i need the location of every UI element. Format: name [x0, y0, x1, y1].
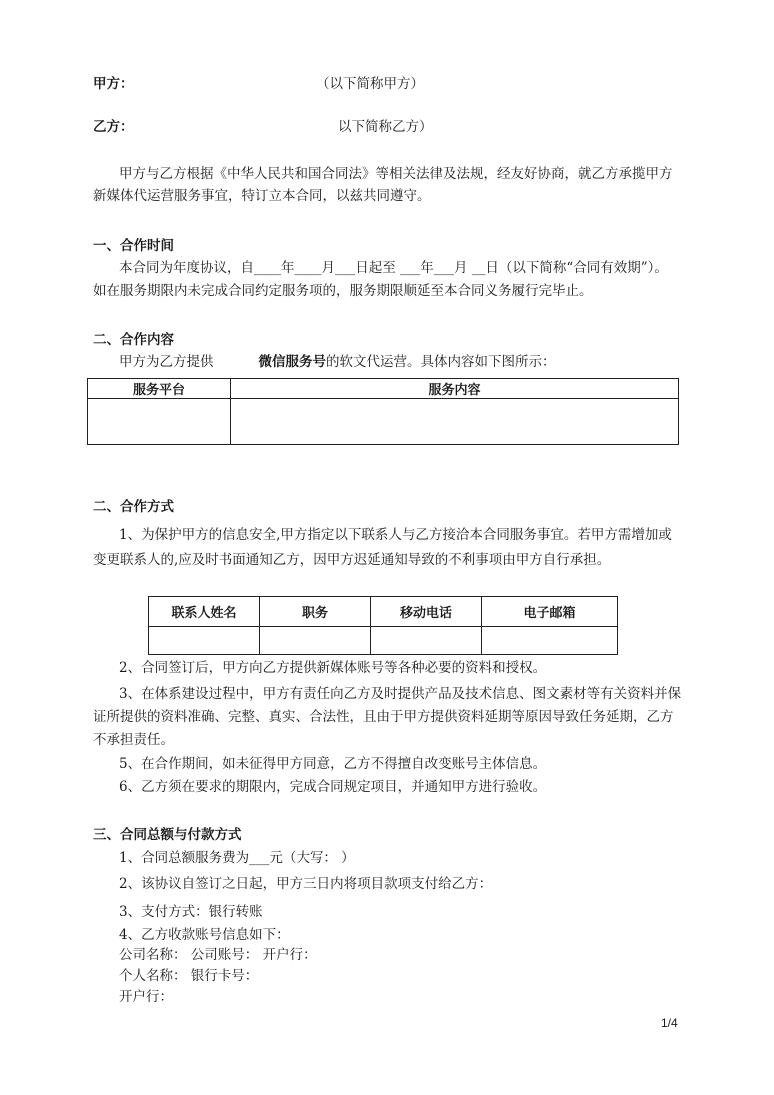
section1-line-1: 本合同为年度协议，自____年____月___日起至 ___年___月 __日（以下简称“合同有效期”）。 [119, 260, 668, 276]
intro-line-2: 新媒体代运营服务事宜，特订立本合同，以兹共同遵守。 [93, 188, 431, 204]
party-a-label: 甲方： [93, 76, 134, 92]
section3-p1-line-2: 变更联系人的,应及时书面通知乙方，因甲方迟延通知导致的不利事项由甲方自行承担。 [93, 552, 611, 568]
section2-line-prefix: 甲方为乙方提供 [119, 354, 214, 370]
party-b-label: 乙方： [93, 119, 134, 135]
intro-line-1: 甲方与乙方根据《中华人民共和国合同法》等相关法律及法规，经友好协商，就乙方承揽甲方 [119, 166, 673, 182]
contact-table-cell [482, 627, 618, 655]
service-table-cell [88, 399, 231, 445]
contact-table-header-position: 职务 [260, 597, 371, 627]
section3-p2: 2、合同签订后，甲方向乙方提供新媒体账号等各种必要的资料和授权。 [119, 660, 547, 676]
section-title-cooperation-method: 二、合作方式 [93, 499, 174, 515]
section4-p4: 4、乙方收款账号信息如下： [119, 927, 290, 943]
section4-p2: 2、该协议自签订之日起，甲方三日内将项目款项支付给乙方： [119, 876, 493, 892]
section4-p5: 公司名称： 公司账号： 开户行： [119, 947, 317, 963]
party-b-note: 以下简称乙方） [338, 119, 433, 135]
section4-p7: 开户行： [119, 989, 173, 1005]
contact-table-header-name: 联系人姓名 [149, 597, 260, 627]
section-title-cooperation-time: 一、合作时间 [93, 238, 174, 254]
party-a-note: （以下简称甲方） [316, 76, 424, 92]
service-table [87, 378, 679, 445]
contact-table-cell [149, 627, 260, 655]
service-table-header-platform: 服务平台 [88, 379, 231, 399]
section4-p6: 个人名称： 银行卡号： [119, 968, 259, 984]
section-title-payment: 三、合同总额与付款方式 [93, 827, 242, 843]
contact-table-header-email: 电子邮箱 [482, 597, 618, 627]
contact-table-cell [371, 627, 482, 655]
section2-line-suffix: 的软文代运营。具体内容如下图所示： [326, 354, 556, 370]
section3-p3-line-1: 3、在体系建设过程中，甲方有责任向乙方及时提供产品及技术信息、图文素材等有关资料并保 [119, 686, 682, 702]
section-title-cooperation-content: 二、合作内容 [93, 332, 174, 348]
section3-p1-line-1: 1、为保护甲方的信息安全,甲方指定以下联系人与乙方接洽本合同服务事宜。若甲方需增加或 [119, 527, 672, 543]
contact-table-cell [260, 627, 371, 655]
service-table-cell [231, 399, 679, 445]
section3-p3-line-2: 证所提供的资料准确、完整、真实、合法性，且由于甲方提供资料延期等原因导致任务延期，乙方 [93, 709, 674, 725]
section2-line [119, 352, 556, 372]
section2-line-bold: 微信服务号 [258, 354, 326, 370]
contact-table [148, 596, 618, 655]
service-table-header-content: 服务内容 [231, 379, 679, 399]
page-number: 1/4 [661, 1016, 678, 1030]
contact-table-header-phone: 移动电话 [371, 597, 482, 627]
section3-p6: 6、乙方须在要求的期限内，完成合同规定项目，并通知甲方进行验收。 [119, 779, 547, 795]
section1-line-2: 如在服务期限内未完成合同约定服务项的，服务期限顺延至本合同义务履行完毕止。 [93, 283, 593, 299]
section4-p3: 3、支付方式：银行转账 [119, 904, 263, 920]
section4-p1: 1、合同总额服务费为___元（大写： ） [119, 850, 355, 866]
section3-p5: 5、在合作期间，如未征得甲方同意，乙方不得擅自改变账号主体信息。 [119, 756, 547, 772]
section3-p3-line-3: 不承担责任。 [93, 732, 174, 748]
